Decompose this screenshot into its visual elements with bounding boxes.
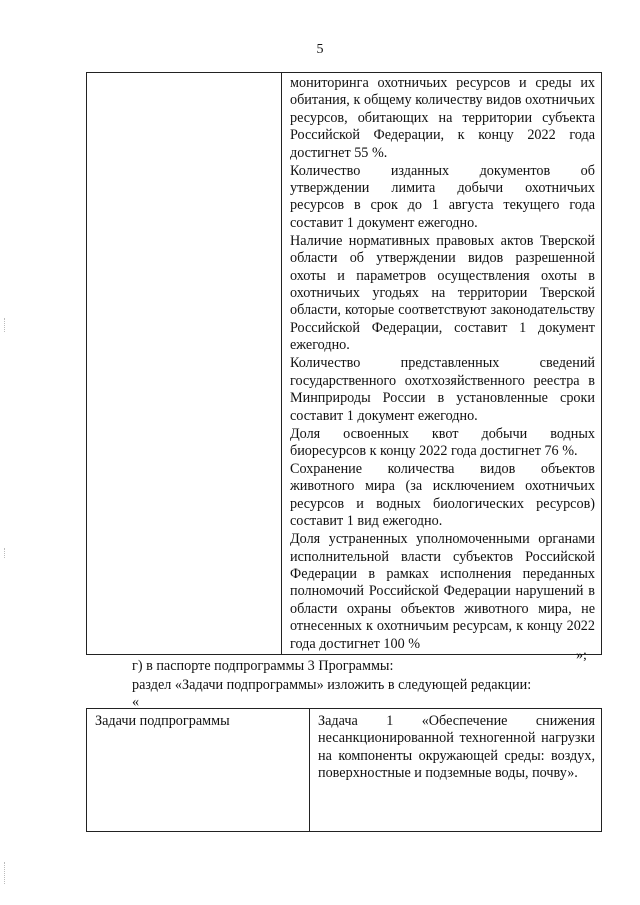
page-number: 5 — [316, 42, 324, 57]
closing-quote: »; — [576, 648, 587, 663]
indicators-table-right-cell — [282, 73, 602, 655]
opening-quote: « — [132, 694, 140, 710]
scan-margin-mark — [4, 862, 9, 884]
indicator-paragraph: Наличие нормативных правовых актов Тверской области об утверждении видов разрешенной охоты и параметров осуществления охоты в охотничьих угодьях на территории Тверской области, которые соответствуют законодательству Российской Федерации, составит 1 документ ежегодно. — [290, 232, 595, 354]
indicator-paragraph: Сохранение количества видов объектов животного мира (за исключением охотничьих ресурсов и водных биологических ресурсов) составит 1 вид ежегодно. — [290, 460, 595, 530]
scan-margin-mark — [4, 548, 9, 558]
scan-margin-mark — [4, 318, 9, 332]
subprogram-task-1: Задача 1 «Обеспечение снижения несанкционированной техногенной нагрузки на компоненты окружающей среды: воздух, поверхностные и подземные воды, почву». — [310, 709, 602, 832]
indicator-paragraph: Количество изданных документов об утверждении лимита добычи охотничьих ресурсов в срок до 1 августа текущего года составит 1 документ ежегодно. — [290, 162, 595, 231]
indicator-paragraph: Количество представленных сведений государственного охотхозяйственного реестра в Минприроды России в установленные сроки составит 1 документ ежегодно. — [290, 355, 595, 424]
indicator-paragraph: мониторинга охотничьих ресурсов и среды их обитания, к общему количеству видов охотничьих ресурсов, обитающих на территории субъекта Российской Федерации, к концу 2022 года достигнет 55 %. — [290, 75, 595, 161]
indicators-table — [86, 72, 602, 655]
indicator-paragraph: Доля освоенных квот добычи водных биоресурсов к концу 2022 года достигнет 76 %. — [290, 425, 595, 459]
indicators-table-left-cell — [87, 73, 282, 655]
subprogram-tasks-label: Задачи подпрограммы — [87, 709, 310, 832]
indicator-paragraph: Доля устраненных уполномоченными органами исполнительной власти субъектов Российской Федерации в рамках исполнения переданных полномочий Российской Федерации нарушений в области охраны объектов животного мира, не отнесенных к охотничьим ресурсам, к концу 2022 года достигнет 100 % — [290, 531, 595, 652]
subprogram-tasks-table — [86, 708, 602, 832]
amendment-item-g: г) в паспорте подпрограммы 3 Программы: — [132, 658, 394, 674]
amendment-instruction: раздел «Задачи подпрограммы» изложить в следующей редакции: — [132, 677, 532, 693]
